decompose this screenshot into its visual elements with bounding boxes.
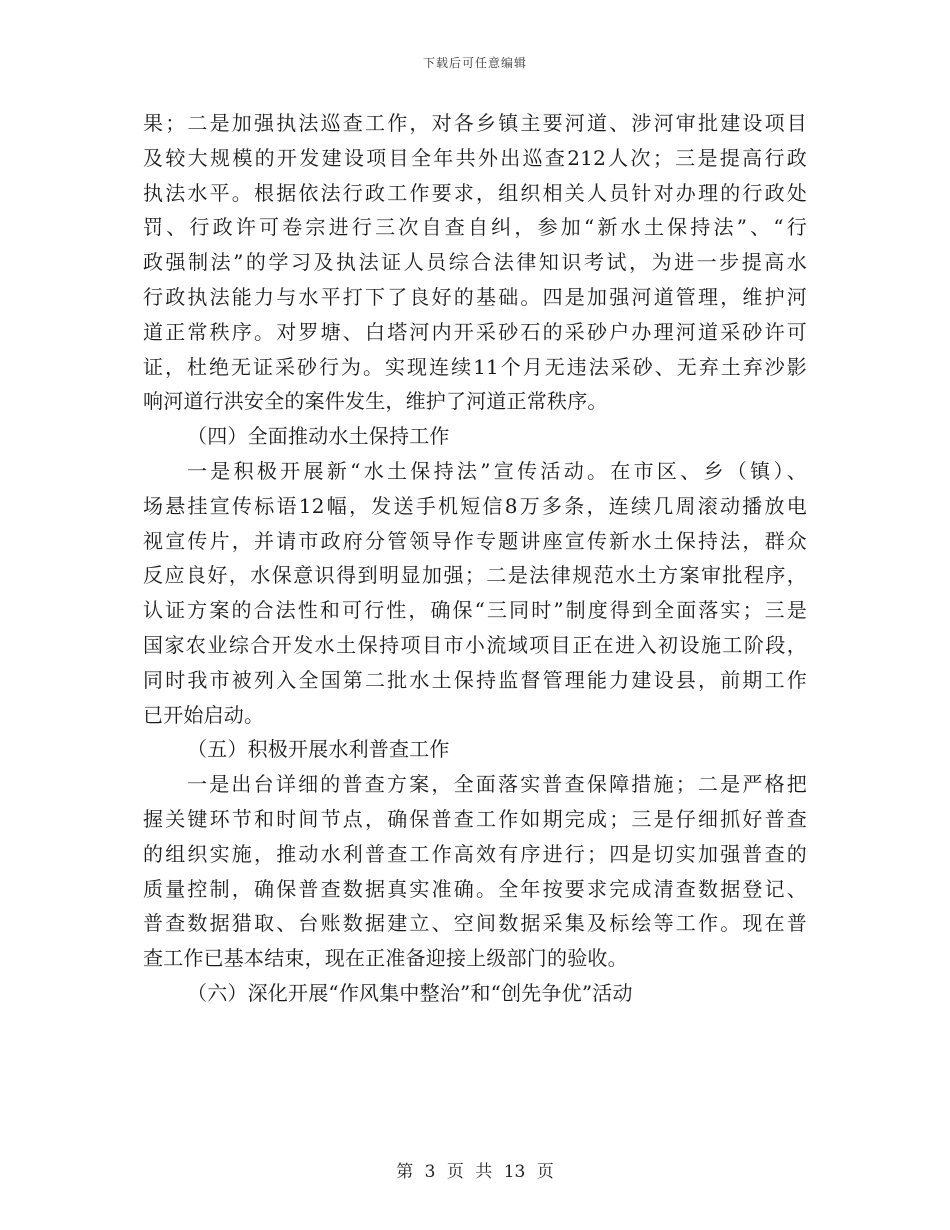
body-line: 一是积极开展新“水土保持法”宣传活动。在市区、乡（镇）、 xyxy=(187,458,807,483)
body-line: 握关键环节和时间节点，确保普查工作如期完成；三是仔细抓好普查 xyxy=(143,806,807,831)
body-line: 视宣传片，并请市政府分管领导作专题讲座宣传新水土保持法，群众 xyxy=(143,528,807,553)
document-body xyxy=(143,106,807,1011)
body-line: 查工作已基本结束，现在正准备迎接上级部门的验收。 xyxy=(143,946,628,971)
page-number: 第 3 页 共 13 页 xyxy=(396,1162,554,1182)
body-line: 国家农业综合开发水土保持项目市小流域项目正在进入初设施工阶段， xyxy=(143,632,807,657)
body-line: 证，杜绝无证采砂行为。实现连续11个月无违法采砂、无弃土弃沙影 xyxy=(143,354,807,379)
body-line: 执法水平。根据依法行政工作要求，组织相关人员针对办理的行政处 xyxy=(143,180,807,205)
body-line: 的组织实施，推动水利普查工作高效有序进行；四是切实加强普查的 xyxy=(143,841,807,866)
page-header: 下载后可任意编辑 xyxy=(422,56,527,70)
body-line: 已开始启动。 xyxy=(143,702,265,727)
body-line: 普查数据猎取、台账数据建立、空间数据采集及标绘等工作。现在普 xyxy=(143,911,807,936)
section-heading: （六）深化开展“作风集中整治”和“创先争优”活动 xyxy=(187,980,633,1005)
body-line: 政强制法”的学习及执法证人员综合法律知识考试，为进一步提高水 xyxy=(143,250,807,275)
body-line: 一是出台详细的普查方案，全面落实普查保障措施；二是严格把 xyxy=(187,772,807,797)
body-line: 认证方案的合法性和可行性，确保“三同时”制度得到全面落实；三是 xyxy=(143,598,807,623)
section-heading: （五）积极开展水利普查工作 xyxy=(187,737,450,762)
body-line: 反应良好，水保意识得到明显加强；二是法律规范水土方案审批程序， xyxy=(143,563,807,588)
body-line: 响河道行洪安全的案件发生，维护了河道正常秩序。 xyxy=(143,389,608,414)
body-line: 场悬挂宣传标语12幅，发送手机短信8万多条，连续几周滚动播放电 xyxy=(143,493,807,518)
body-line: 道正常秩序。对罗塘、白塔河内开采砂石的采砂户办理河道采砂许可 xyxy=(143,319,807,344)
body-line: 质量控制，确保普查数据真实准确。全年按要求完成清查数据登记、 xyxy=(143,876,807,901)
body-line: 同时我市被列入全国第二批水土保持监督管理能力建设县，前期工作 xyxy=(143,667,807,692)
body-line: 及较大规模的开发建设项目全年共外出巡查212人次；三是提高行政 xyxy=(143,145,807,170)
body-line: 罚、行政许可卷宗进行三次自查自纠，参加“新水土保持法”、“行 xyxy=(143,215,807,240)
body-line: 果；二是加强执法巡查工作，对各乡镇主要河道、涉河审批建设项目 xyxy=(143,111,807,135)
section-heading: （四）全面推动水土保持工作 xyxy=(187,424,450,449)
body-line: 行政执法能力与水平打下了良好的基础。四是加强河道管理，维护河 xyxy=(143,284,807,309)
